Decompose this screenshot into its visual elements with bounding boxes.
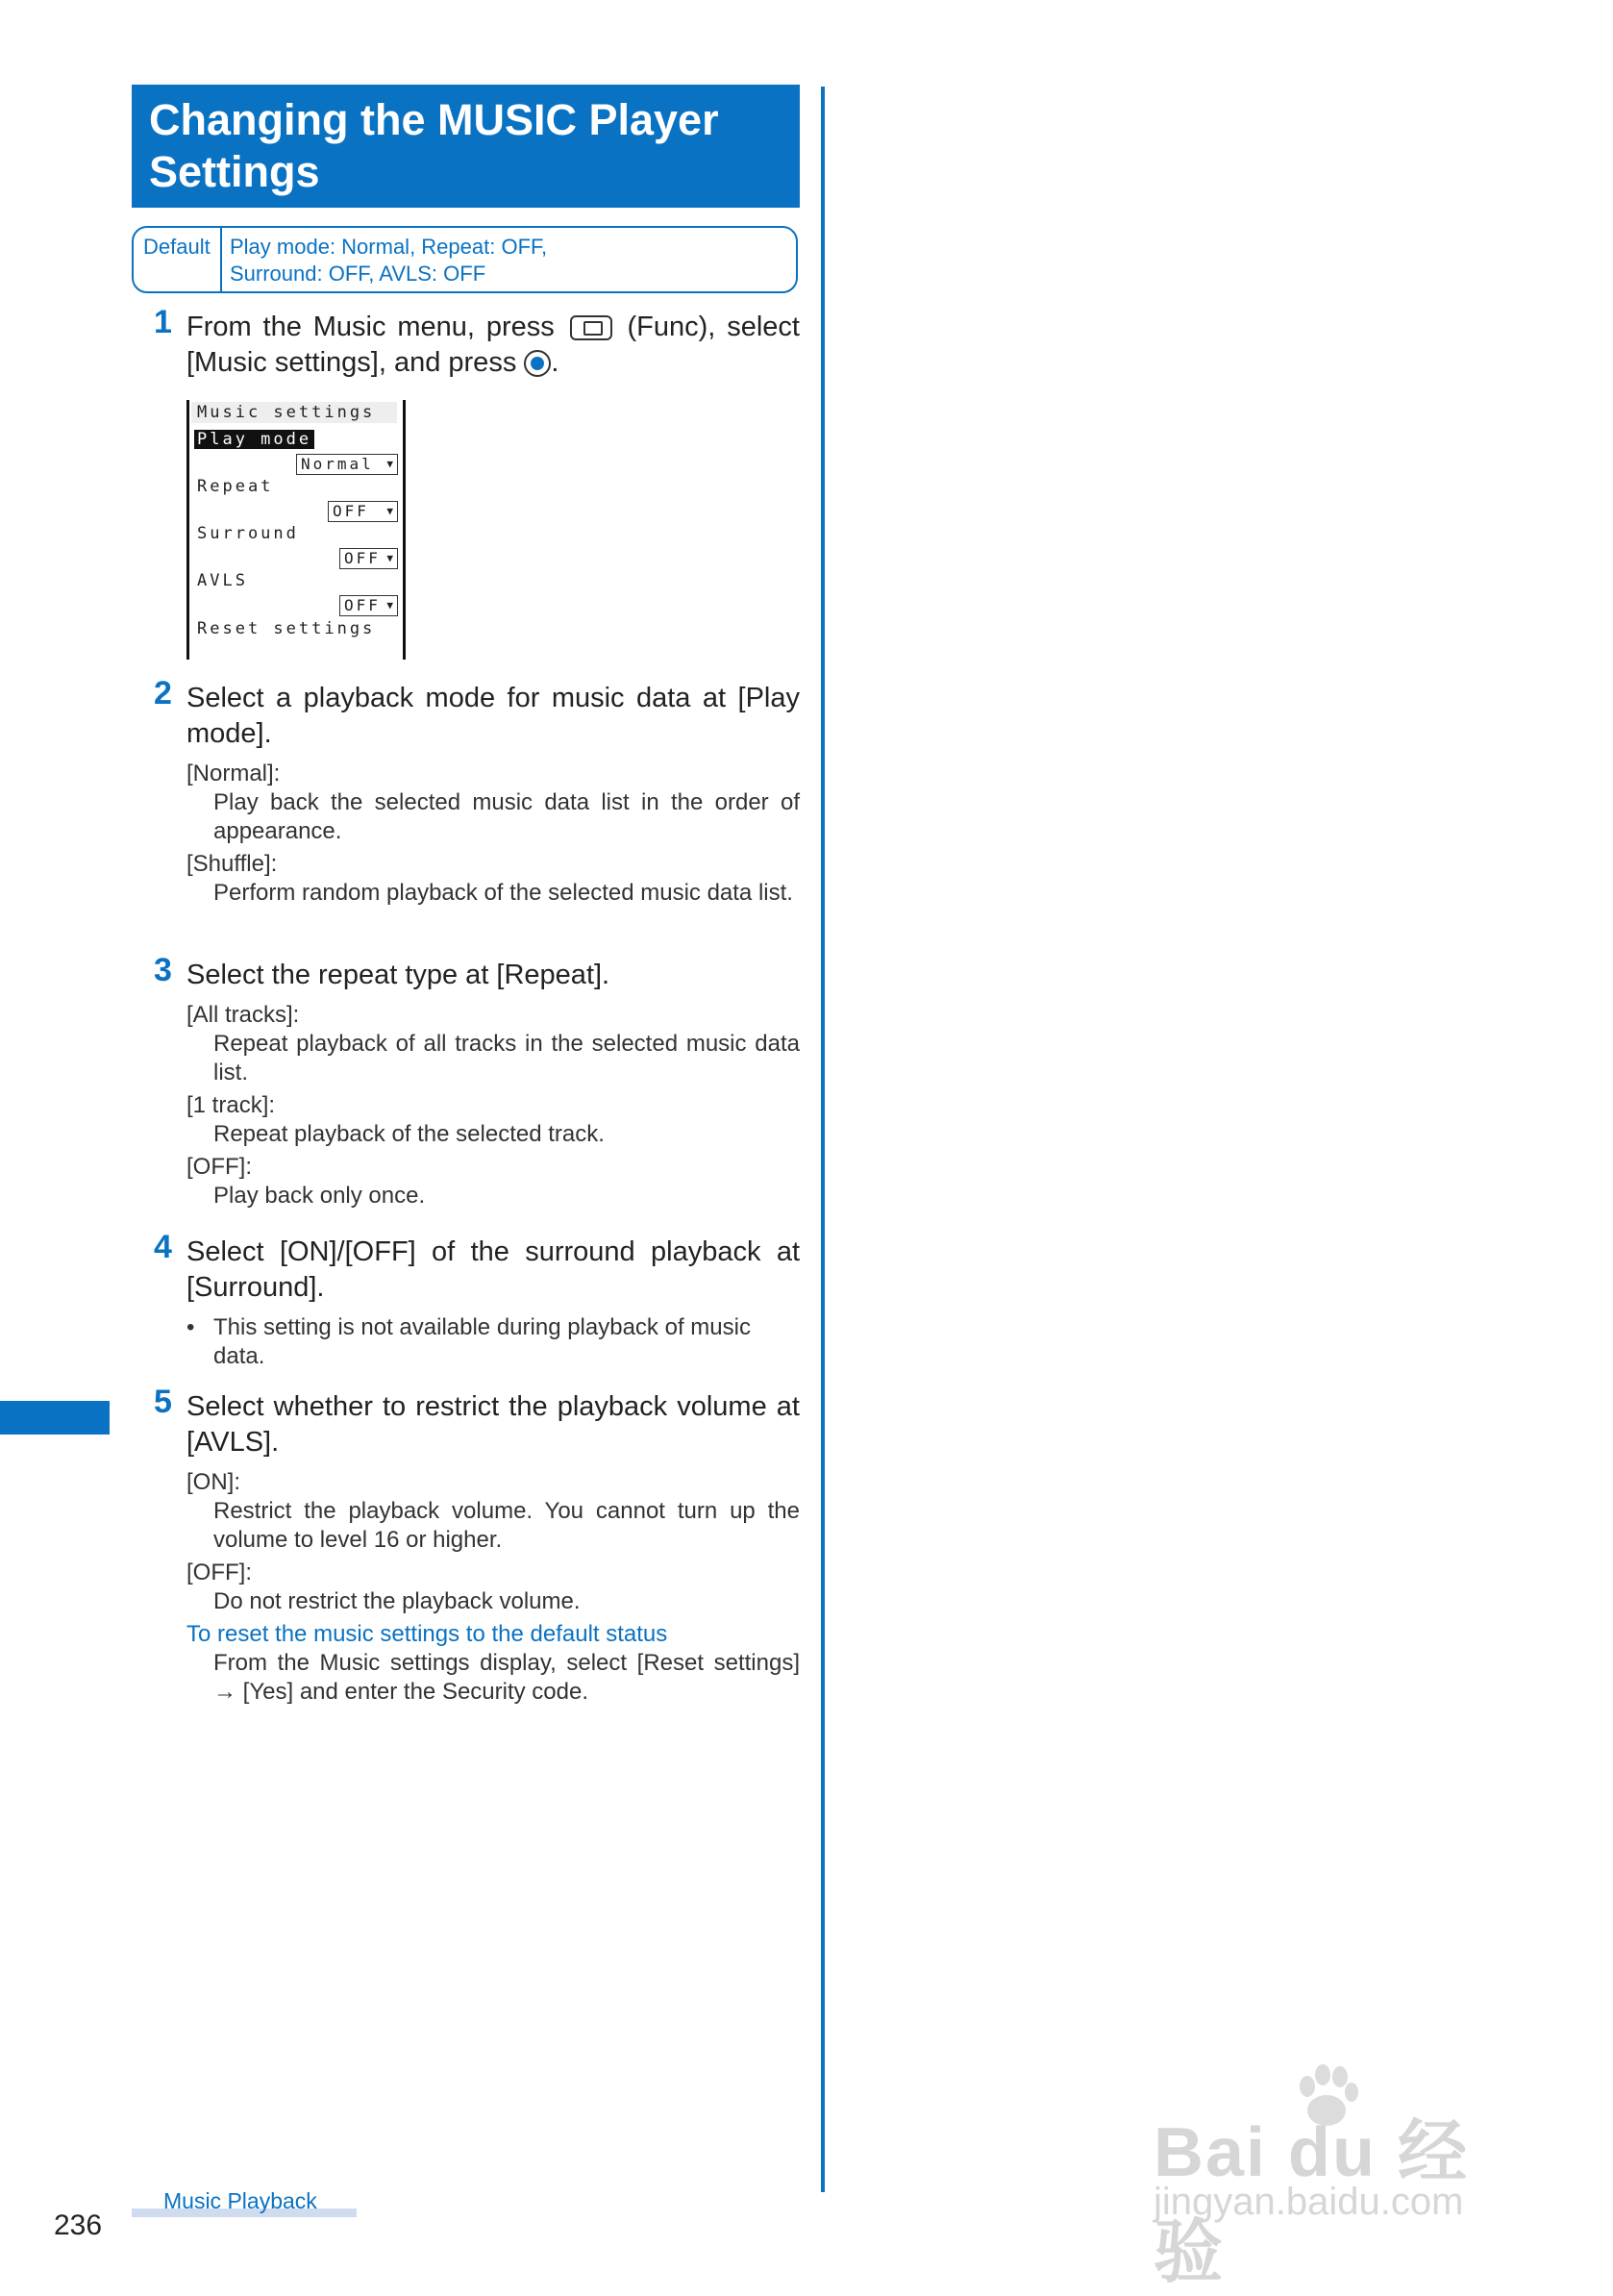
default-values-line1: Play mode: Normal, Repeat: OFF, xyxy=(230,235,548,259)
option-description: Perform random playback of the selected music data list. xyxy=(213,880,793,906)
step-1 xyxy=(154,304,800,381)
music-settings-screen xyxy=(186,400,406,660)
option-term: [Normal]: xyxy=(186,761,281,786)
option-term: [ON]: xyxy=(186,1469,241,1495)
step-number: 2 xyxy=(154,675,172,711)
surround-value: OFF xyxy=(344,549,381,567)
default-settings-box xyxy=(132,226,798,293)
page-title xyxy=(132,85,800,208)
avls-select[interactable] xyxy=(339,595,398,616)
note-item xyxy=(186,1313,800,1371)
note-list xyxy=(186,1313,800,1371)
surround-select[interactable] xyxy=(339,548,398,569)
avls-item[interactable]: AVLS xyxy=(197,571,248,590)
step-instruction: Select whether to restrict the playback volume at [AVLS]. xyxy=(186,1391,800,1458)
option-description: Do not restrict the playback volume. xyxy=(213,1588,581,1614)
play-mode-select[interactable] xyxy=(296,454,398,475)
default-label: Default xyxy=(134,228,222,291)
step-1-text-c: . xyxy=(551,347,559,378)
step-number: 4 xyxy=(154,1229,172,1265)
option-list xyxy=(186,1468,800,1707)
avls-value: OFF xyxy=(344,596,381,614)
dropdown-arrow-icon: ▼ xyxy=(386,552,393,564)
option-term: [Shuffle]: xyxy=(186,851,278,877)
section-label: Music Playback xyxy=(163,2188,317,2213)
default-values-line2: Surround: OFF, AVLS: OFF xyxy=(230,262,486,286)
step-instruction: Select a playback mode for music data at [Play mode]. xyxy=(186,683,800,749)
play-mode-value: Normal xyxy=(301,455,374,473)
page-title-line2: Settings xyxy=(149,147,320,196)
column-divider xyxy=(821,87,825,2192)
page-title-line1: Changing the MUSIC Player xyxy=(149,95,719,144)
option-description: Repeat playback of all tracks in the selected music data list. xyxy=(213,1031,800,1086)
option-list xyxy=(186,1001,800,1210)
dropdown-arrow-icon: ▼ xyxy=(386,505,393,517)
step-4 xyxy=(154,1229,800,1371)
step-2 xyxy=(154,675,800,908)
chapter-tab xyxy=(0,1401,110,1435)
watermark xyxy=(1144,2058,1528,2291)
note-text: This setting is not available during playback of music data. xyxy=(213,1314,751,1369)
repeat-value: OFF xyxy=(333,502,369,520)
option-term: [OFF]: xyxy=(186,1154,252,1180)
step-number: 3 xyxy=(154,952,172,988)
repeat-item[interactable]: Repeat xyxy=(197,477,274,496)
center-key-icon xyxy=(524,350,551,377)
bullet-icon: • xyxy=(186,1314,195,1340)
option-list xyxy=(186,760,800,908)
reset-settings-item[interactable]: Reset settings xyxy=(197,619,376,638)
step-number: 5 xyxy=(154,1384,172,1420)
watermark-sub: jingyan.baidu.com xyxy=(1154,2181,1464,2223)
option-description: Restrict the playback volume. You cannot turn up the volume to level 16 or higher. xyxy=(213,1498,800,1553)
step-number: 1 xyxy=(154,304,172,340)
screen-title: Music settings xyxy=(191,402,397,423)
option-term: [1 track]: xyxy=(186,1092,276,1118)
repeat-select[interactable] xyxy=(328,501,398,522)
surround-item[interactable]: Surround xyxy=(197,524,299,543)
option-term: [All tracks]: xyxy=(186,1002,300,1028)
watermark-main: Bai du 经验 xyxy=(1154,2114,1470,2291)
reset-instructions: From the Music settings display, select [Reset settings] → [Yes] and enter the Security code. xyxy=(213,1650,800,1705)
mail-key-icon xyxy=(570,315,612,340)
option-description: Play back only once. xyxy=(213,1183,426,1209)
option-term: [OFF]: xyxy=(186,1560,252,1585)
step-instruction xyxy=(186,310,800,381)
default-values xyxy=(222,228,547,291)
step-instruction: Select [ON]/[OFF] of the surround playback at [Surround]. xyxy=(186,1236,800,1303)
step-1-text-a: From the Music menu, press xyxy=(186,312,555,342)
option-description: Repeat playback of the selected track. xyxy=(213,1121,605,1147)
play-mode-item[interactable]: Play mode xyxy=(194,430,314,449)
step-3 xyxy=(154,952,800,1210)
dropdown-arrow-icon: ▼ xyxy=(386,458,393,470)
dropdown-arrow-icon: ▼ xyxy=(386,599,393,611)
option-description: Play back the selected music data list in the order of appearance. xyxy=(213,789,800,844)
page-number: 236 xyxy=(54,2209,103,2241)
reset-subheading: To reset the music settings to the default status xyxy=(186,1621,668,1647)
step-5 xyxy=(154,1384,800,1707)
step-instruction: Select the repeat type at [Repeat]. xyxy=(186,960,610,990)
step-1-text-b: (Func), select [Music settings], and press xyxy=(186,312,800,378)
